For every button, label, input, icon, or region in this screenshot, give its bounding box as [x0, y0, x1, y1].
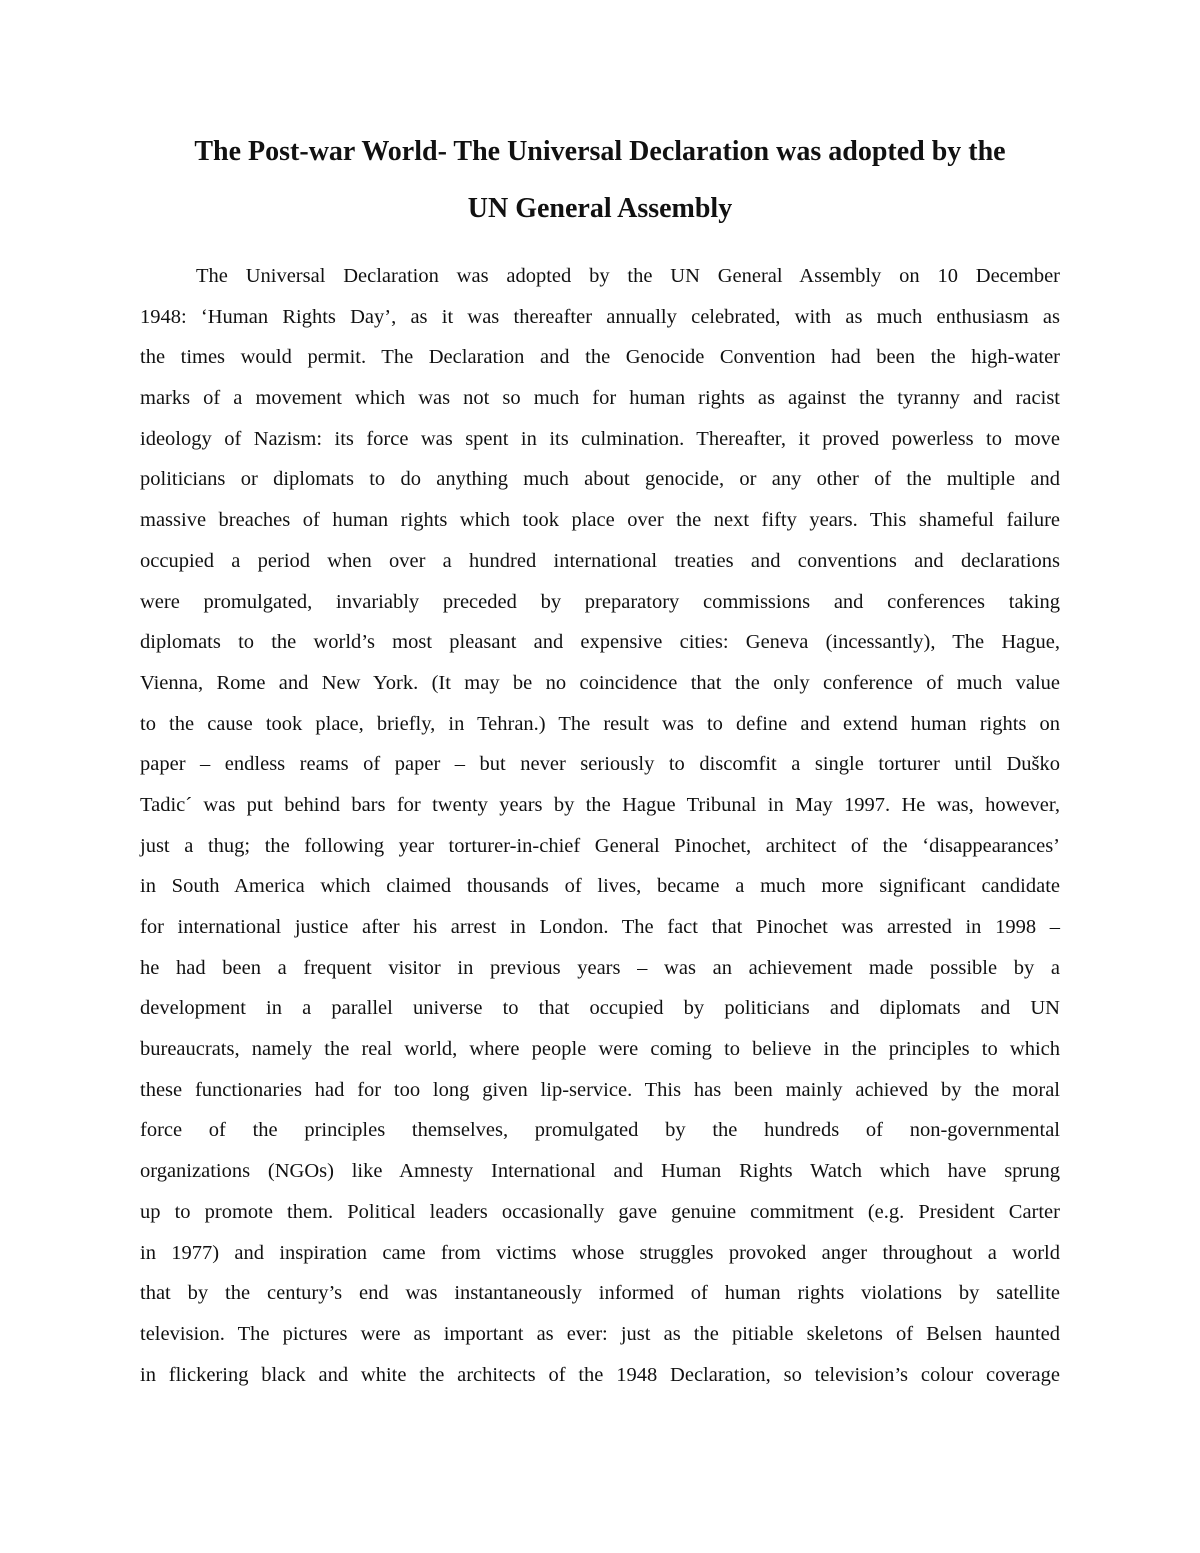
body-line-20: bureaucrats, namely the real world, where people were coming to believe in the principles to which [140, 1038, 1060, 1061]
body-line-5: ideology of Nazism: its force was spent in its culmination. Thereafter, it proved powerless to move [140, 427, 1060, 450]
body-line-10: diplomats to the world’s most pleasant and expensive cities: Geneva (incessantly), The Hague, [140, 631, 1060, 654]
body-line-14: Tadic´ was put behind bars for twenty years by the Hague Tribunal in May 1997. He was, however, [140, 793, 1060, 816]
body-line-6: politicians or diplomats to do anything much about genocide, or any other of the multiple and [140, 468, 1060, 491]
title-line-2: UN General Assembly [467, 193, 733, 224]
body-line-22: force of the principles themselves, promulgated by the hundreds of non-governmental [140, 1119, 1060, 1142]
body-line-13: paper – endless reams of paper – but never seriously to discomfit a single torturer until Duško [140, 753, 1060, 776]
body-line-23: organizations (NGOs) like Amnesty International and Human Rights Watch which have sprung [140, 1160, 1060, 1183]
body-line-2: 1948: ‘Human Rights Day’, as it was thereafter annually celebrated, with as much enthusiasm as [140, 305, 1060, 328]
title-line-1: The Post-war World- The Universal Declaration was adopted by the [194, 136, 1006, 167]
body-line-24: up to promote them. Political leaders occasionally gave genuine commitment (e.g. President Carter [140, 1200, 1060, 1223]
body-line-12: to the cause took place, briefly, in Tehran.) The result was to define and extend human rights on [140, 712, 1060, 735]
body-line-3: the times would permit. The Declaration and the Genocide Convention had been the high-water [140, 346, 1060, 369]
body-line-21: these functionaries had for too long given lip-service. This has been mainly achieved by the moral [140, 1078, 1060, 1101]
body-line-27: television. The pictures were as important as ever: just as the pitiable skeletons of Belsen haunted [140, 1322, 1060, 1345]
body-line-9: were promulgated, invariably preceded by preparatory commissions and conferences taking [140, 590, 1060, 613]
body-line-17: for international justice after his arrest in London. The fact that Pinochet was arrested in 1998 – [140, 916, 1060, 938]
body-line-28: in flickering black and white the architects of the 1948 Declaration, so television’s colour coverage [140, 1363, 1060, 1386]
body-line-18: he had been a frequent visitor in previous years – was an achievement made possible by a [140, 956, 1060, 979]
body-line-26: that by the century’s end was instantaneously informed of human rights violations by satellite [140, 1282, 1060, 1305]
body-line-15: just a thug; the following year torturer-in-chief General Pinochet, architect of the ‘disappearances’ [140, 834, 1060, 857]
body-line-19: development in a parallel universe to that occupied by politicians and diplomats and UN [140, 997, 1060, 1020]
body-line-8: occupied a period when over a hundred international treaties and conventions and declarations [140, 549, 1060, 572]
document-title [140, 138, 1060, 252]
body-line-11: Vienna, Rome and New York. (It may be no coincidence that the only conference of much value [140, 671, 1060, 694]
body-paragraph [140, 266, 1060, 1405]
body-line-7: massive breaches of human rights which took place over the next fifty years. This shameful failure [140, 509, 1060, 532]
body-line-1: The Universal Declaration was adopted by the UN General Assembly on 10 December [196, 265, 1060, 287]
body-line-25: in 1977) and inspiration came from victims whose struggles provoked anger throughout a world [140, 1241, 1060, 1264]
body-line-4: marks of a movement which was not so much for human rights as against the tyranny and racist [140, 387, 1060, 410]
body-line-16: in South America which claimed thousands of lives, became a much more significant candidate [140, 875, 1060, 898]
